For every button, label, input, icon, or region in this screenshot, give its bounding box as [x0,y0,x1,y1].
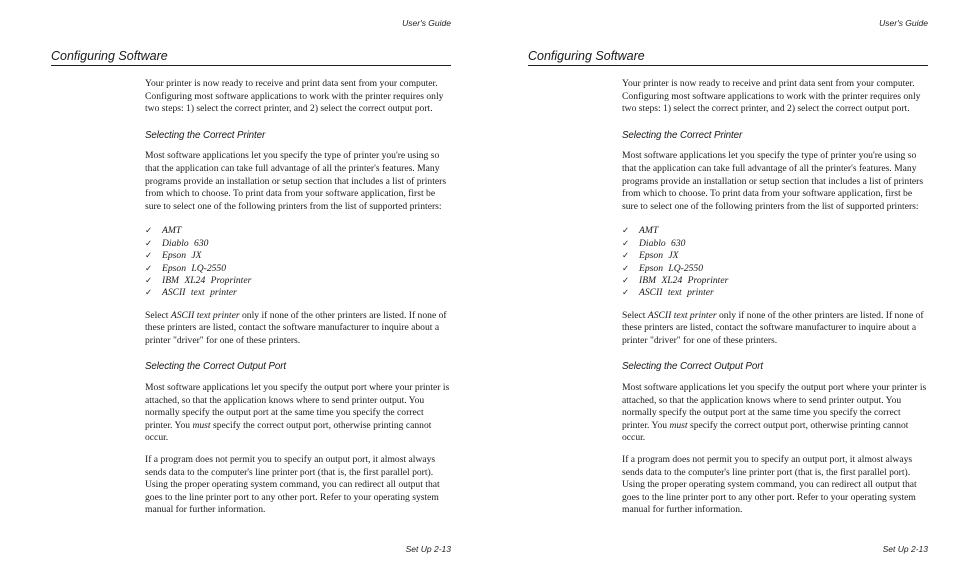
checkmark-icon: ✓ [145,275,153,286]
list-item [622,250,930,262]
list-item [622,287,930,299]
printer-name: Diablo 630 [162,237,209,249]
printer-name: Epson LQ-2550 [162,262,227,274]
port-emphasis: must [192,419,211,431]
checkmark-icon: ✓ [622,275,630,286]
note-emphasis: ASCII text printer [647,309,717,321]
printer-name: Epson JX [162,250,202,262]
port-text: specify the correct output port, otherwise printing cannot occur. [145,419,432,444]
port-paragraph-1 [145,382,453,445]
checkmark-icon: ✓ [622,251,630,262]
port-subheading: Selecting the Correct Output Port [145,361,287,373]
note-text: Select [622,309,648,321]
port-emphasis: must [669,419,688,431]
printer-name: ASCII text printer [639,287,714,299]
printer-name: ASCII text printer [162,287,237,299]
printer-name: AMT [162,225,182,237]
list-item [145,263,453,275]
port-paragraph-2: If a program does not permit you to specify an output port, it almost always sends data to the computer's line printer port (that is, the first parallel port). Using the proper operating system command, you can redirect all output that goes to the line printer port to any other port. Refer to your operating system manual for further information. [622,454,917,516]
port-text: Most software applications let you specify the output port where your printer is attached, so that the application knows where to send printer output. You normally specify the output port at the same time you specify the correct printer. You [622,382,927,431]
page-footer: Set Up 2-13 [882,544,928,554]
note-emphasis: ASCII text printer [170,309,240,321]
list-item [145,225,453,237]
printer-name: IBM XL24 Proprinter [162,274,252,286]
printer-paragraph: Most software applications let you specify the type of printer you're using so that the application can take full advantage of all the printer's features. Many programs provide an installation or setup section that includes a list of printers from which to choose. To print data from your software application, first be sure to select one of the following printers from the list of supported printers: [622,150,924,212]
note-text: Select [145,309,171,321]
checkmark-icon: ✓ [622,288,630,299]
printer-subheading: Selecting the Correct Printer [622,129,743,141]
list-item [145,238,453,250]
list-item [622,275,930,287]
checkmark-icon: ✓ [145,288,153,299]
port-text: Most software applications let you specify the output port where your printer is attached, so that the application knows where to send printer output. You normally specify the output port at the same time you specify the correct printer. You [145,382,450,431]
port-text: specify the correct output port, otherwise printing cannot occur. [622,419,909,444]
printer-list [622,225,930,299]
page-footer: Set Up 2-13 [405,544,451,554]
port-subheading: Selecting the Correct Output Port [622,361,764,373]
section-title: Configuring Software [51,49,451,66]
running-header: User's Guide [879,18,928,28]
printer-name: AMT [639,225,659,237]
checkmark-icon: ✓ [145,226,153,237]
section-title: Configuring Software [528,49,928,66]
printer-list [145,225,453,299]
right-page [477,0,954,580]
checkmark-icon: ✓ [145,263,153,274]
checkmark-icon: ✓ [622,238,630,249]
list-item [145,287,453,299]
running-header: User's Guide [402,18,451,28]
printer-name: Diablo 630 [639,237,686,249]
list-item [622,263,930,275]
printer-subheading: Selecting the Correct Printer [145,129,266,141]
page-body [145,78,453,526]
port-paragraph-1 [622,382,930,445]
intro-paragraph: Your printer is now ready to receive and print data sent from your computer. Configuring most software applications to work with the printer requires only two steps: 1) select the correct printer, and 2) select the correct output port. [622,78,921,115]
printer-paragraph: Most software applications let you specify the type of printer you're using so that the application can take full advantage of all the printer's features. Many programs provide an installation or setup section that includes a list of printers from which to choose. To print data from your software application, first be sure to select one of the following printers from the list of supported printers: [145,150,447,212]
note-text: only if none of the other printers are listed. If none of these printers are listed, contact the software manufacturer to inquire about a printer "driver" for one of these printers. [145,309,447,346]
printer-name: Epson JX [639,250,679,262]
note-text: only if none of the other printers are listed. If none of these printers are listed, contact the software manufacturer to inquire about a printer "driver" for one of these printers. [622,309,924,346]
list-item [622,225,930,237]
list-item [145,250,453,262]
printer-note-paragraph [622,310,930,348]
printer-name: Epson LQ-2550 [639,262,704,274]
intro-paragraph: Your printer is now ready to receive and print data sent from your computer. Configuring most software applications to work with the printer requires only two steps: 1) select the correct printer, and 2) select the correct output port. [145,78,444,115]
page-body [622,78,930,526]
checkmark-icon: ✓ [145,251,153,262]
list-item [145,275,453,287]
checkmark-icon: ✓ [145,238,153,249]
printer-name: IBM XL24 Proprinter [639,274,729,286]
list-item [622,238,930,250]
checkmark-icon: ✓ [622,263,630,274]
port-paragraph-2: If a program does not permit you to specify an output port, it almost always sends data to the computer's line printer port (that is, the first parallel port). Using the proper operating system command, you can redirect all output that goes to the line printer port to any other port. Refer to your operating system manual for further information. [145,454,440,516]
printer-note-paragraph [145,310,453,348]
checkmark-icon: ✓ [622,226,630,237]
